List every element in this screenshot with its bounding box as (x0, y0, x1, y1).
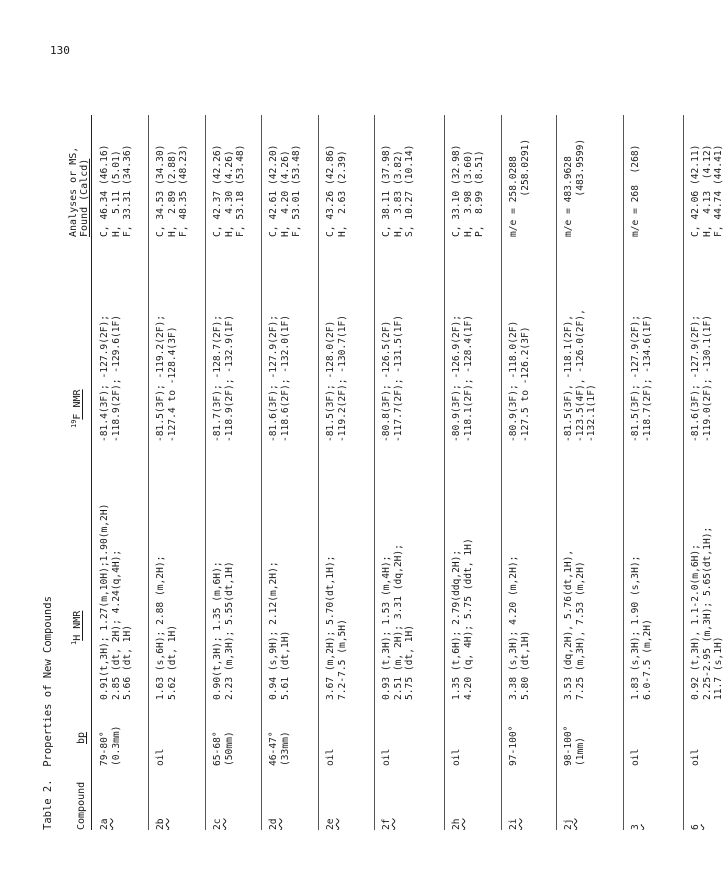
bp-value (630, 749, 642, 766)
bp-value (381, 749, 393, 766)
h-nmr-value-line: 0.94 (s,9H); 2.12(m,2H); (268, 561, 279, 700)
bp-value (99, 726, 122, 766)
bp-value (451, 749, 463, 766)
h-nmr-value (451, 538, 474, 700)
analyses-value-line: H, 2.63 (2.39) (336, 150, 348, 237)
header-h-nmr (72, 611, 84, 645)
header-analyses (68, 147, 90, 237)
analyses-value-line: C, 38.11 (37.98) (381, 144, 392, 237)
compound-id (690, 824, 702, 830)
analyses-value-line: F, 44.74 (44.41) (713, 144, 725, 237)
compound-id-text: 6 (690, 824, 701, 830)
analyses-value-line: P, 8.99 (8.51) (474, 150, 486, 237)
h-nmr-value-line: 5.75 (dt, 1H) (404, 624, 416, 700)
compound-id (212, 818, 224, 830)
analyses-value (563, 139, 586, 237)
f-nmr-value-line: -81.5(3F), -118.1(2F), (563, 314, 574, 442)
compound-id-text: 2d (268, 818, 279, 830)
h-nmr-value-line: 3.38 (s,3H); 4.20 (m,2H); (508, 555, 519, 700)
h-nmr-value-line: 6.0-7.5 (m,2H) (641, 619, 653, 700)
row-separator (374, 115, 375, 830)
analyses-value-line: C, 43.26 (42.86) (325, 144, 336, 237)
header-analyses-line1: Analyses or MS, (68, 146, 79, 237)
compound-id-text: 2b (155, 818, 166, 830)
header-f-nmr-sup: 19 (70, 419, 78, 428)
f-nmr-value-line: -81.4(3F); -127.9(2F); (99, 314, 110, 442)
rotated-table-page (42, 70, 725, 830)
bp-value (690, 749, 702, 766)
f-nmr-value (451, 315, 474, 442)
table-caption: Table 2. Properties of New Compounds (42, 596, 54, 830)
bp-value-line: oil (155, 748, 166, 766)
analyses-value-line: C, 42.37 (42.26) (212, 144, 223, 237)
row-separator (683, 115, 684, 830)
compound-id (630, 824, 642, 830)
f-nmr-value-line: -81.5(3F); -119.2(2F); (155, 314, 166, 442)
f-nmr-value-line: -119.2(2F); -130.7(1F) (336, 314, 348, 442)
analyses-value (155, 145, 190, 237)
analyses-value-line: H, 3.98 (3.60) (462, 150, 474, 237)
bp-value-line: 46-47° (268, 731, 279, 766)
analyses-value-line: F, 48.35 (48.23) (178, 144, 190, 237)
h-nmr-value (99, 504, 134, 700)
bp-value-line: oil (381, 748, 392, 766)
compound-id (99, 818, 111, 830)
header-f-nmr (72, 389, 84, 428)
h-nmr-value-line: 2.85 (dt, 2H); 4.24(q,4H); (110, 549, 122, 700)
analyses-value-line: m/e = 268 (268) (630, 144, 641, 237)
bp-value-line: 79-80° (99, 731, 110, 766)
analyses-value (630, 145, 642, 237)
h-nmr-value-line: 11.7 (s,1H) (713, 636, 725, 700)
bp-value-line: 98-100° (563, 725, 574, 766)
f-nmr-value-line: -132.1(1F) (586, 384, 598, 442)
bp-value (325, 749, 337, 766)
analyses-value (508, 139, 531, 237)
f-nmr-value-line: -80.8(3F); -126.5(2F) (381, 320, 392, 442)
compound-id-text: 2j (563, 818, 574, 830)
header-f-nmr-text: F NMR (72, 389, 83, 420)
f-nmr-value (630, 315, 653, 442)
h-nmr-value (268, 561, 291, 700)
bp-value (508, 726, 520, 766)
analyses-value-line: H, 3.83 (3.82) (392, 150, 404, 237)
f-nmr-value (325, 315, 348, 442)
f-nmr-value-line: -118.6(2F); -132.0(1F) (279, 314, 291, 442)
f-nmr-value-line: -127.5 to -126.2(3F) (519, 326, 531, 442)
f-nmr-value-line: -81.6(3F); -127.9(2F); (690, 314, 701, 442)
compound-id-text: 2e (325, 818, 336, 830)
compound-id (325, 818, 337, 830)
header-rule (91, 115, 92, 830)
f-nmr-value-line: -127.4 to -128.4(3F) (166, 326, 178, 442)
h-nmr-value-line: 3.53 (dq,2H), 5.76(dt,1H), (563, 549, 574, 700)
h-nmr-value (212, 561, 235, 700)
analyses-value-line: m/e = 483.9628 (563, 156, 574, 237)
compound-id (451, 818, 463, 830)
header-compound: Compound (76, 781, 87, 830)
analyses-value-line: S, 10.27 (10.14) (404, 144, 416, 237)
h-nmr-value (508, 556, 531, 700)
bp-value-line: (0.3mm) (110, 725, 122, 766)
bp-value (155, 749, 167, 766)
bp-value-line: (33mm) (279, 731, 291, 766)
f-nmr-value-line: -119.0(2F); -130.1(1F) (701, 314, 713, 442)
h-nmr-value (381, 544, 416, 700)
f-nmr-value (212, 315, 235, 442)
compound-id (268, 818, 280, 830)
analyses-value (690, 145, 725, 237)
f-nmr-value-line: -81.7(3F); -128.7(2F); (212, 314, 223, 442)
h-nmr-value-line: 5.66 (dt, 1H) (122, 624, 134, 700)
row-separator (318, 115, 319, 830)
row-separator (501, 115, 502, 830)
analyses-value-line: F, 33.31 (34.36) (122, 144, 134, 237)
h-nmr-value-line: 7.25 (m,3H), 7.53 (m,2H) (574, 561, 586, 700)
analyses-value-line: C, 42.06 (42.11) (690, 144, 701, 237)
compound-id-text: 2h (451, 818, 462, 830)
compound-id (381, 818, 393, 830)
bp-value (563, 726, 586, 766)
h-nmr-value (563, 550, 586, 700)
bp-value (212, 731, 235, 766)
h-nmr-value-line: 5.62 (dt, 1H) (166, 624, 178, 700)
compound-id (508, 818, 520, 830)
h-nmr-value (155, 556, 178, 700)
row-separator (444, 115, 445, 830)
f-nmr-value (99, 315, 122, 442)
analyses-value-line: H, 4.13 (4.12) (701, 144, 713, 237)
bp-value-line: oil (325, 748, 336, 766)
bp-value-line: oil (630, 748, 641, 766)
analyses-value-line: C, 46.34 (46.16) (99, 144, 110, 237)
h-nmr-value-line: 3.67 (m,2H); 5.70(dt,1H); (325, 555, 336, 700)
h-nmr-value-line: 2.25-2.95 (m,3H); 5.65(dt,1H); (701, 526, 713, 700)
analyses-value-line: C, 33.10 (32.98) (451, 144, 462, 237)
analyses-value (212, 145, 247, 237)
f-nmr-value (155, 315, 178, 442)
f-nmr-value-line: -118.9(2F); -132.9(1F) (223, 314, 235, 442)
h-nmr-value-line: 2.51 (m, 2H); 3.31 (dq,2H); (392, 544, 404, 700)
header-bp (76, 732, 87, 744)
f-nmr-value-line: -81.5(3F); -127.9(2F); (630, 314, 641, 442)
bp-value-line: (50mm) (223, 731, 235, 766)
h-nmr-value-line: 0.90(t,3H); 1.35 (m,6H); (212, 561, 223, 700)
f-nmr-value-line: -123.5(4F), -126.0(2F), (574, 309, 586, 442)
row-separator (261, 115, 262, 830)
header-analyses-line2: Found (Calcd) (79, 158, 90, 237)
analyses-value-line: (483.9599) (574, 138, 586, 237)
row-separator (623, 115, 624, 830)
f-nmr-value-line: -118.1(2F); -128.4(1F) (462, 314, 474, 442)
analyses-value-line: H, 4.30 (4.26) (223, 150, 235, 237)
bp-value-line: 97-100° (508, 725, 519, 766)
compound-id-text: 2f (381, 818, 392, 830)
h-nmr-value-line: 1.83 (s,3H); 1.90 (s,3H); (630, 555, 641, 700)
page-number: 130 (50, 44, 70, 57)
h-nmr-value-line: 0.93 (t,3H); 1.53 (m,4H); (381, 555, 392, 700)
h-nmr-value-line: 5.61 (dt,1H) (279, 630, 291, 700)
analyses-value-line: m/e = 258.0288 (508, 156, 519, 237)
h-nmr-value-line: 7.2-7.5 (m,5H) (336, 619, 348, 700)
header-h-nmr-text: H NMR (72, 610, 83, 641)
bp-value-line: (1mm) (574, 737, 586, 766)
analyses-value-line: F, 53.01 (53.48) (291, 144, 303, 237)
h-nmr-value-line: 0.92 (t,3H), 1.1-2.0(m,6H); (690, 544, 701, 700)
analyses-value-line: H, 2.89 (2.88) (166, 150, 178, 237)
bp-value-line: oil (690, 748, 701, 766)
compound-id-text: 2a (99, 818, 110, 830)
f-nmr-value-line: -117.7(2F); -131.5(1F) (392, 314, 404, 442)
h-nmr-value (690, 527, 725, 700)
compound-id (563, 818, 575, 830)
analyses-value-line: (258.0291) (519, 138, 531, 237)
f-nmr-value-line: -81.6(3F); -127.9(2F); (268, 314, 279, 442)
analyses-value-line: H, 4.20 (4.26) (279, 150, 291, 237)
bp-value-line: 65-68° (212, 731, 223, 766)
h-nmr-value-line: 5.80 (dt,1H) (519, 630, 531, 700)
analyses-value-line: C, 42.61 (42.20) (268, 144, 279, 237)
header-h-nmr-sup: 1 (70, 640, 78, 645)
analyses-value-line: F, 53.18 (53.48) (235, 144, 247, 237)
f-nmr-value-line: -118.9(2F); -129.6(1F) (110, 314, 122, 442)
analyses-value (268, 145, 303, 237)
h-nmr-value-line: 0.91(t,3H); 1.27(m,10H);1.90(m,2H) (99, 503, 110, 700)
header-bp-text: bp (76, 731, 87, 744)
h-nmr-value (325, 556, 348, 700)
compound-id (155, 818, 167, 830)
compound-id-text: 2c (212, 818, 223, 830)
bp-value-line: oil (451, 748, 462, 766)
bp-value (268, 731, 291, 766)
analyses-value (99, 145, 134, 237)
analyses-value (325, 145, 348, 237)
f-nmr-value (381, 315, 404, 442)
f-nmr-value-line: -118.7(2F); -134.6(1F) (641, 314, 653, 442)
h-nmr-value-line: 2.23 (m,3H); 5.55(dt,1H) (223, 561, 235, 700)
f-nmr-value-line: -80.9(3F); -118.0(2F) (508, 320, 519, 442)
f-nmr-value-line: -80.9(3F); -126.9(2F); (451, 314, 462, 442)
f-nmr-value-line: -81.5(3F); -128.0(2F) (325, 320, 336, 442)
h-nmr-value-line: 4.20 (q, 4H); 5.75 (ddt, 1H) (462, 538, 474, 700)
analyses-value-line: C, 34.53 (34.30) (155, 144, 166, 237)
compound-id-text: 3 (630, 824, 641, 830)
h-nmr-value-line: 1.63 (s,6H); 2.88 (m,2H); (155, 555, 166, 700)
h-nmr-value-line: 1.35 (t,6H); 2.79(ddq,2H); (451, 549, 462, 700)
compound-id-text: 2i (508, 818, 519, 830)
f-nmr-value (690, 315, 713, 442)
f-nmr-value (508, 321, 531, 442)
analyses-value (381, 145, 416, 237)
row-separator (205, 115, 206, 830)
f-nmr-value (563, 309, 598, 442)
h-nmr-value (630, 556, 653, 700)
row-separator (148, 115, 149, 830)
f-nmr-value (268, 315, 291, 442)
row-separator (556, 115, 557, 830)
analyses-value (451, 145, 486, 237)
analyses-value-line: H, 5.11 (5.01) (110, 150, 122, 237)
